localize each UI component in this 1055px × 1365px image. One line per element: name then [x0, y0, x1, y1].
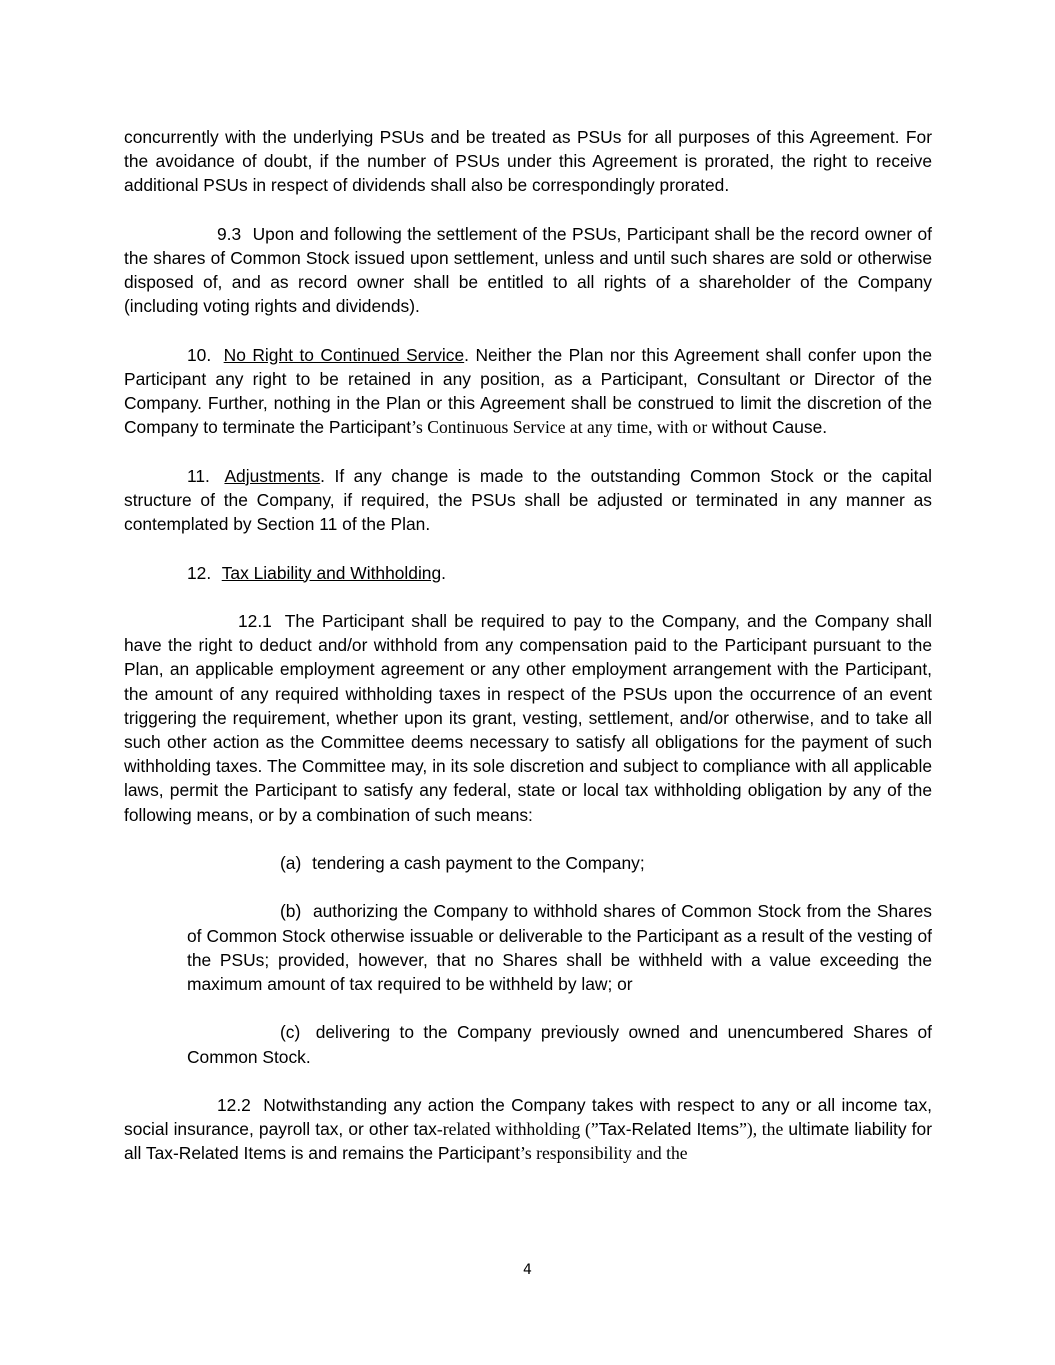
section-number: 12.2 — [217, 1094, 251, 1115]
section-number: 12.1 — [238, 610, 272, 631]
section-12-1 — [124, 609, 932, 827]
section-text: . If any change is made to the outstanding Common Stock or the capital structure of the Company, if required, the PSUs shall be adjusted or terminated in any manner as contemplated by Section 11 of the Plan. — [124, 465, 933, 535]
section-text-serif: ”), the — [739, 1119, 784, 1140]
subsection-label: (a) — [280, 853, 302, 873]
subsection-c — [187, 1020, 932, 1068]
section-text: . Neither the Plan nor this Agreement shall confer upon the Participant any right to be retained in any position, as a Participant, Consultant or Director of the Company. Further, nothing in the Plan or this Agreement shall be construed to limit the discretion of the Company to terminate the Participant — [124, 344, 932, 438]
defined-term: Tax-Related Items — [598, 1119, 740, 1140]
subsection-text: authorizing the Company to withhold shares of Common Stock from the Shares of Common Stock otherwise issuable or deliverable to the Participant as a result of the vesting of the PSUs; provided, however, that no Shares shall be withheld with a value exceeding the maximum amount of tax required to be withheld by law; or — [187, 901, 932, 994]
subsection-label: (c) — [280, 1022, 301, 1043]
subsection-text: delivering to the Company previously owned and unencumbered Shares of Common Stock. — [187, 1022, 932, 1067]
section-heading: Tax Liability and Withholding — [221, 562, 442, 583]
section-11 — [124, 464, 932, 537]
subsection-label: (b) — [280, 901, 302, 922]
section-text-end: without Cause. — [707, 417, 828, 438]
section-12 — [124, 561, 932, 585]
section-text: ultimate liability for all Tax-Related Items is and remains the Participant — [124, 1119, 932, 1164]
section-text: Notwithstanding any action the Company takes with respect to any or all income tax, social insurance, payroll tax, or other tax — [124, 1094, 932, 1140]
subsection-b — [187, 899, 932, 996]
section-text-serif: -related withholding (” — [436, 1119, 599, 1140]
section-12-2 — [124, 1093, 932, 1166]
subsection-a — [187, 851, 932, 875]
section-number: 12. — [187, 562, 212, 583]
paragraph-text: concurrently with the underlying PSUs and be treated as PSUs for all purposes of this Agreement. For the avoidance of doubt, if the number of PSUs under this Agreement is prorated, the right to receive additional PSUs in respect of dividends shall also be correspondingly prorated. — [124, 127, 932, 196]
section-9-3 — [124, 222, 932, 319]
paragraph-continuation — [124, 125, 932, 198]
section-text-serif: ’s Continuous Service at any time, with or — [411, 417, 708, 438]
section-number: 9.3 — [217, 223, 242, 244]
section-text: Upon and following the settlement of the PSUs, Participant shall be the record owner of the shares of Common Stock issued upon settlement, unless and until such shares are sold or otherwise disposed of, and as record owner shall be entitled to all rights of a shareholder of the Company (including voting rights and dividends). — [124, 223, 932, 317]
section-number: 11. — [187, 465, 210, 486]
section-heading: No Right to Continued Service — [223, 344, 465, 365]
subsection-text: tendering a cash payment to the Company; — [312, 853, 645, 873]
section-text: The Participant shall be required to pay to the Company, and the Company shall have the right to deduct and/or withhold from any compensation paid to the Participant pursuant to the Plan, an applicable employment agreement or any other employment arrangement with the Participant, the amount of any required withholding taxes in respect of the PSUs upon the occurrence of an event triggering the requirement, whether upon its grant, vesting, settlement, and/or otherwise, and to take all such other action as the Committee deems necessary to satisfy all obligations for the payment of such withholding taxes. The Committee may, in its sole discretion and subject to compliance with all applicable laws, permit the Participant to satisfy any federal, state or local tax withholding obligation by any of the following means, or by a combination of such means: — [124, 610, 932, 825]
section-number: 10. — [187, 344, 212, 365]
section-text-serif: ’s responsibility and the — [519, 1143, 688, 1164]
section-heading: Adjustments — [224, 465, 321, 486]
section-heading-period: . — [441, 562, 446, 583]
document-body — [124, 125, 932, 1190]
page-number: 4 — [523, 1262, 532, 1278]
section-10 — [124, 343, 932, 440]
